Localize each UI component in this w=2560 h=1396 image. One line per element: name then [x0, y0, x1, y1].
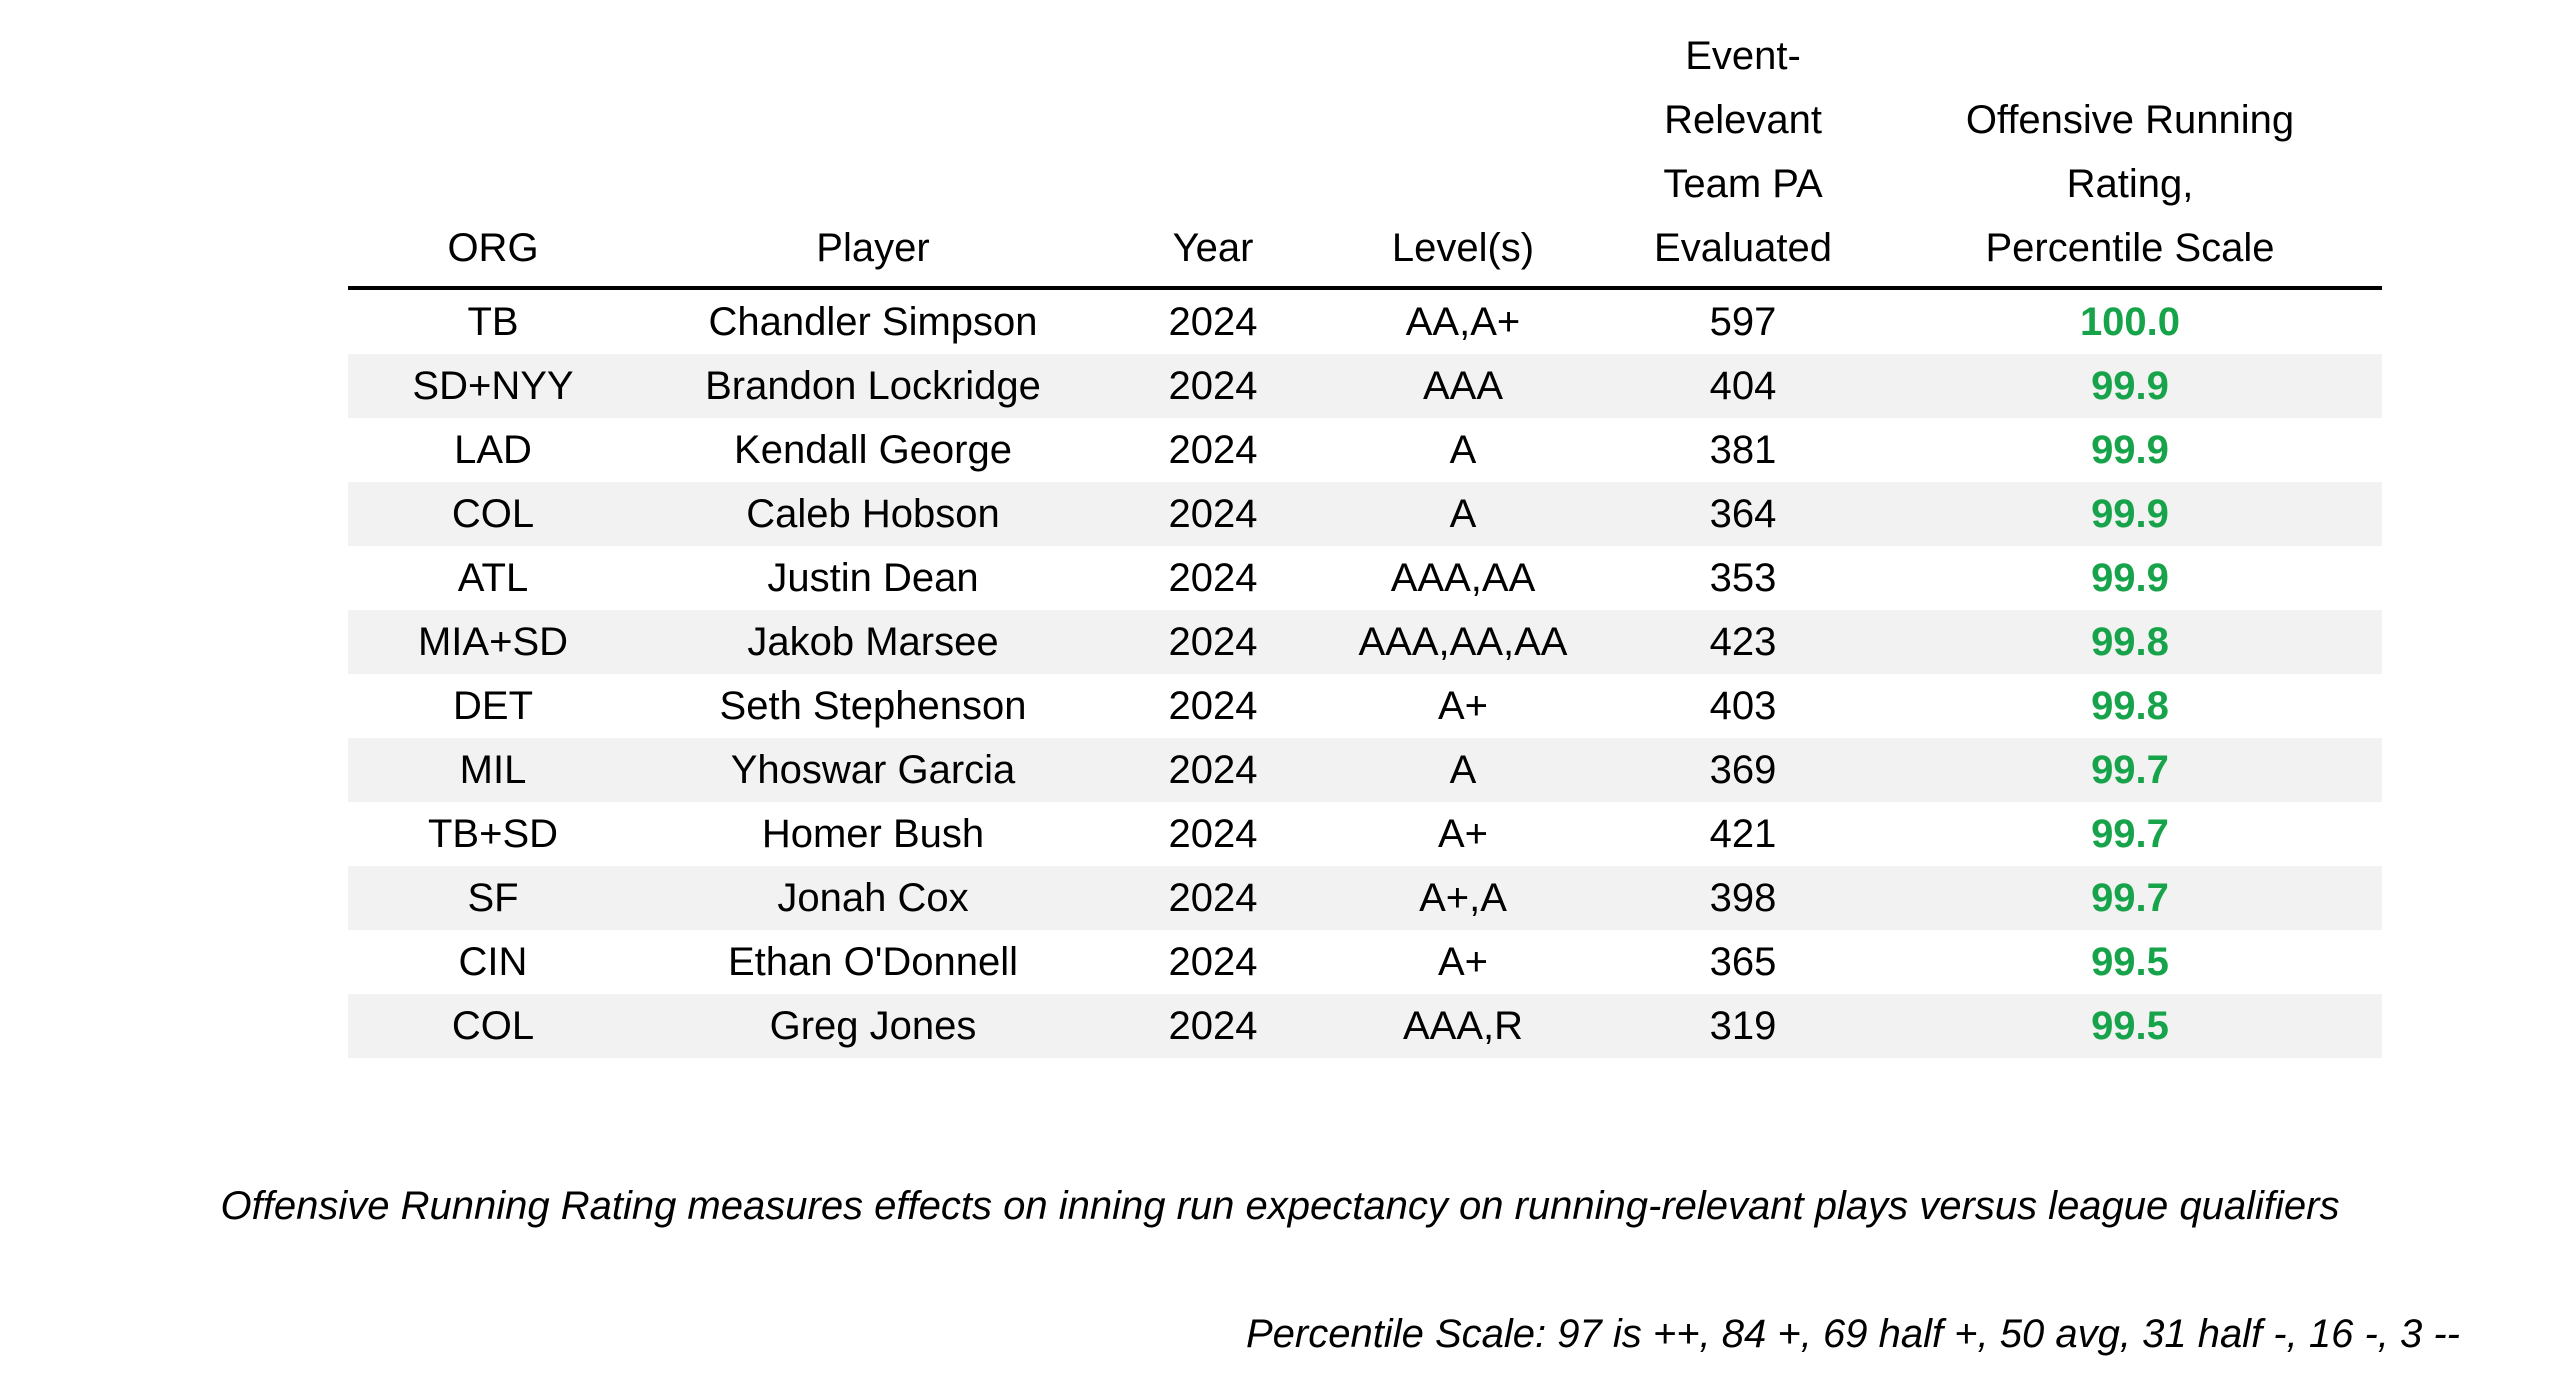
- cell-team-pa: 421: [1709, 812, 1777, 856]
- leaderboard-table: [348, 24, 2382, 1058]
- cell-player: Greg Jones: [638, 994, 1108, 1058]
- cell-year: 2024: [1108, 354, 1318, 418]
- cell-rating: 99.8: [1878, 610, 2382, 674]
- cell-team-pa: 365: [1709, 940, 1777, 984]
- cell-org: LAD: [454, 428, 532, 472]
- cell-player: Jonah Cox: [638, 866, 1108, 930]
- table-row: [348, 674, 2382, 738]
- cell-team-pa: 369: [1608, 738, 1878, 802]
- header-player: Player: [638, 24, 1108, 288]
- cell-year: 2024: [1168, 556, 1258, 600]
- cell-year: 2024: [1168, 940, 1258, 984]
- cell-org: SF: [348, 866, 638, 930]
- header-row: [348, 24, 2382, 288]
- footnote: Offensive Running Rating measures effects on inning run expectancy on running-relevant plays versus league qualifiers: [220, 1184, 2340, 1228]
- cell-rating: 99.9: [1878, 354, 2382, 418]
- header-year: Year: [1108, 24, 1318, 288]
- cell-team-pa: 381: [1709, 428, 1777, 472]
- cell-levels: AA,A+: [1405, 300, 1521, 344]
- cell-year: 2024: [1108, 994, 1318, 1058]
- cell-org: TB+SD: [427, 812, 559, 856]
- cell-team-pa: 353: [1709, 556, 1777, 600]
- cell-year: 2024: [1168, 300, 1258, 344]
- cell-org: DET: [453, 684, 533, 728]
- cell-year: 2024: [1168, 428, 1258, 472]
- table-row: [348, 482, 2382, 546]
- cell-year: 2024: [1168, 684, 1258, 728]
- cell-rating: 99.5: [2091, 940, 2169, 984]
- cell-rating: 99.9: [1878, 482, 2382, 546]
- cell-rating: 99.8: [2091, 684, 2169, 728]
- header-levels: Level(s): [1318, 24, 1608, 288]
- table-row: [348, 866, 2382, 930]
- table-body: [348, 288, 2382, 1058]
- cell-levels: AAA: [1318, 354, 1608, 418]
- scale-note: Percentile Scale: 97 is ++, 84 +, 69 half +, 50 avg, 31 half -, 16 -, 3 --: [1245, 1312, 2460, 1356]
- cell-levels: A: [1318, 482, 1608, 546]
- cell-team-pa: 398: [1608, 866, 1878, 930]
- cell-player: Caleb Hobson: [638, 482, 1108, 546]
- table-row: [348, 354, 2382, 418]
- cell-org: COL: [348, 482, 638, 546]
- header-team-pa: Event- Relevant Team PA Evaluated: [1608, 24, 1878, 288]
- cell-org: CIN: [458, 940, 528, 984]
- cell-year: 2024: [1168, 812, 1258, 856]
- cell-levels: AAA,R: [1318, 994, 1608, 1058]
- cell-year: 2024: [1108, 866, 1318, 930]
- cell-rating: 99.7: [2091, 812, 2169, 856]
- table-row: [348, 418, 2382, 482]
- table-row: [348, 930, 2382, 994]
- cell-levels: A+: [1437, 940, 1489, 984]
- cell-team-pa: 403: [1709, 684, 1777, 728]
- cell-player: Yhoswar Garcia: [638, 738, 1108, 802]
- cell-levels: A: [1449, 428, 1477, 472]
- cell-player: Justin Dean: [767, 556, 979, 600]
- cell-team-pa: 319: [1608, 994, 1878, 1058]
- cell-player: Brandon Lockridge: [638, 354, 1108, 418]
- cell-rating: 99.7: [1878, 738, 2382, 802]
- leaderboard-table-container: [348, 24, 2382, 1058]
- cell-year: 2024: [1108, 738, 1318, 802]
- cell-rating: 99.9: [2091, 428, 2169, 472]
- cell-player: Homer Bush: [761, 812, 985, 856]
- cell-levels: A+: [1437, 812, 1489, 856]
- cell-team-pa: 423: [1608, 610, 1878, 674]
- cell-year: 2024: [1108, 482, 1318, 546]
- cell-org: TB: [467, 300, 519, 344]
- table-row: [348, 802, 2382, 866]
- cell-rating: 99.7: [1878, 866, 2382, 930]
- cell-levels: A+: [1437, 684, 1489, 728]
- cell-levels: AAA,AA,AA: [1318, 610, 1608, 674]
- table-row: [348, 546, 2382, 610]
- cell-year: 2024: [1108, 610, 1318, 674]
- cell-player: Ethan O'Donnell: [727, 940, 1019, 984]
- cell-org: COL: [348, 994, 638, 1058]
- cell-rating: 99.9: [2091, 556, 2169, 600]
- table-row: [348, 610, 2382, 674]
- cell-player: Seth Stephenson: [719, 684, 1027, 728]
- cell-team-pa: 597: [1709, 300, 1777, 344]
- table-row: [348, 738, 2382, 802]
- cell-rating: 100.0: [2079, 300, 2181, 344]
- cell-player: Kendall George: [734, 428, 1012, 472]
- cell-rating: 99.5: [1878, 994, 2382, 1058]
- cell-player: Jakob Marsee: [638, 610, 1108, 674]
- cell-org: MIL: [348, 738, 638, 802]
- cell-team-pa: 404: [1608, 354, 1878, 418]
- cell-levels: A+,A: [1318, 866, 1608, 930]
- cell-levels: A: [1318, 738, 1608, 802]
- cell-org: ATL: [457, 556, 529, 600]
- header-org: ORG: [348, 24, 638, 288]
- cell-player: Chandler Simpson: [708, 300, 1038, 344]
- cell-team-pa: 364: [1608, 482, 1878, 546]
- header-rating: Offensive Running Rating, Percentile Scale: [1878, 24, 2382, 288]
- cell-org: SD+NYY: [348, 354, 638, 418]
- cell-levels: AAA,AA: [1390, 556, 1536, 600]
- cell-org: MIA+SD: [348, 610, 638, 674]
- table-row: [348, 288, 2382, 354]
- table-row: [348, 994, 2382, 1058]
